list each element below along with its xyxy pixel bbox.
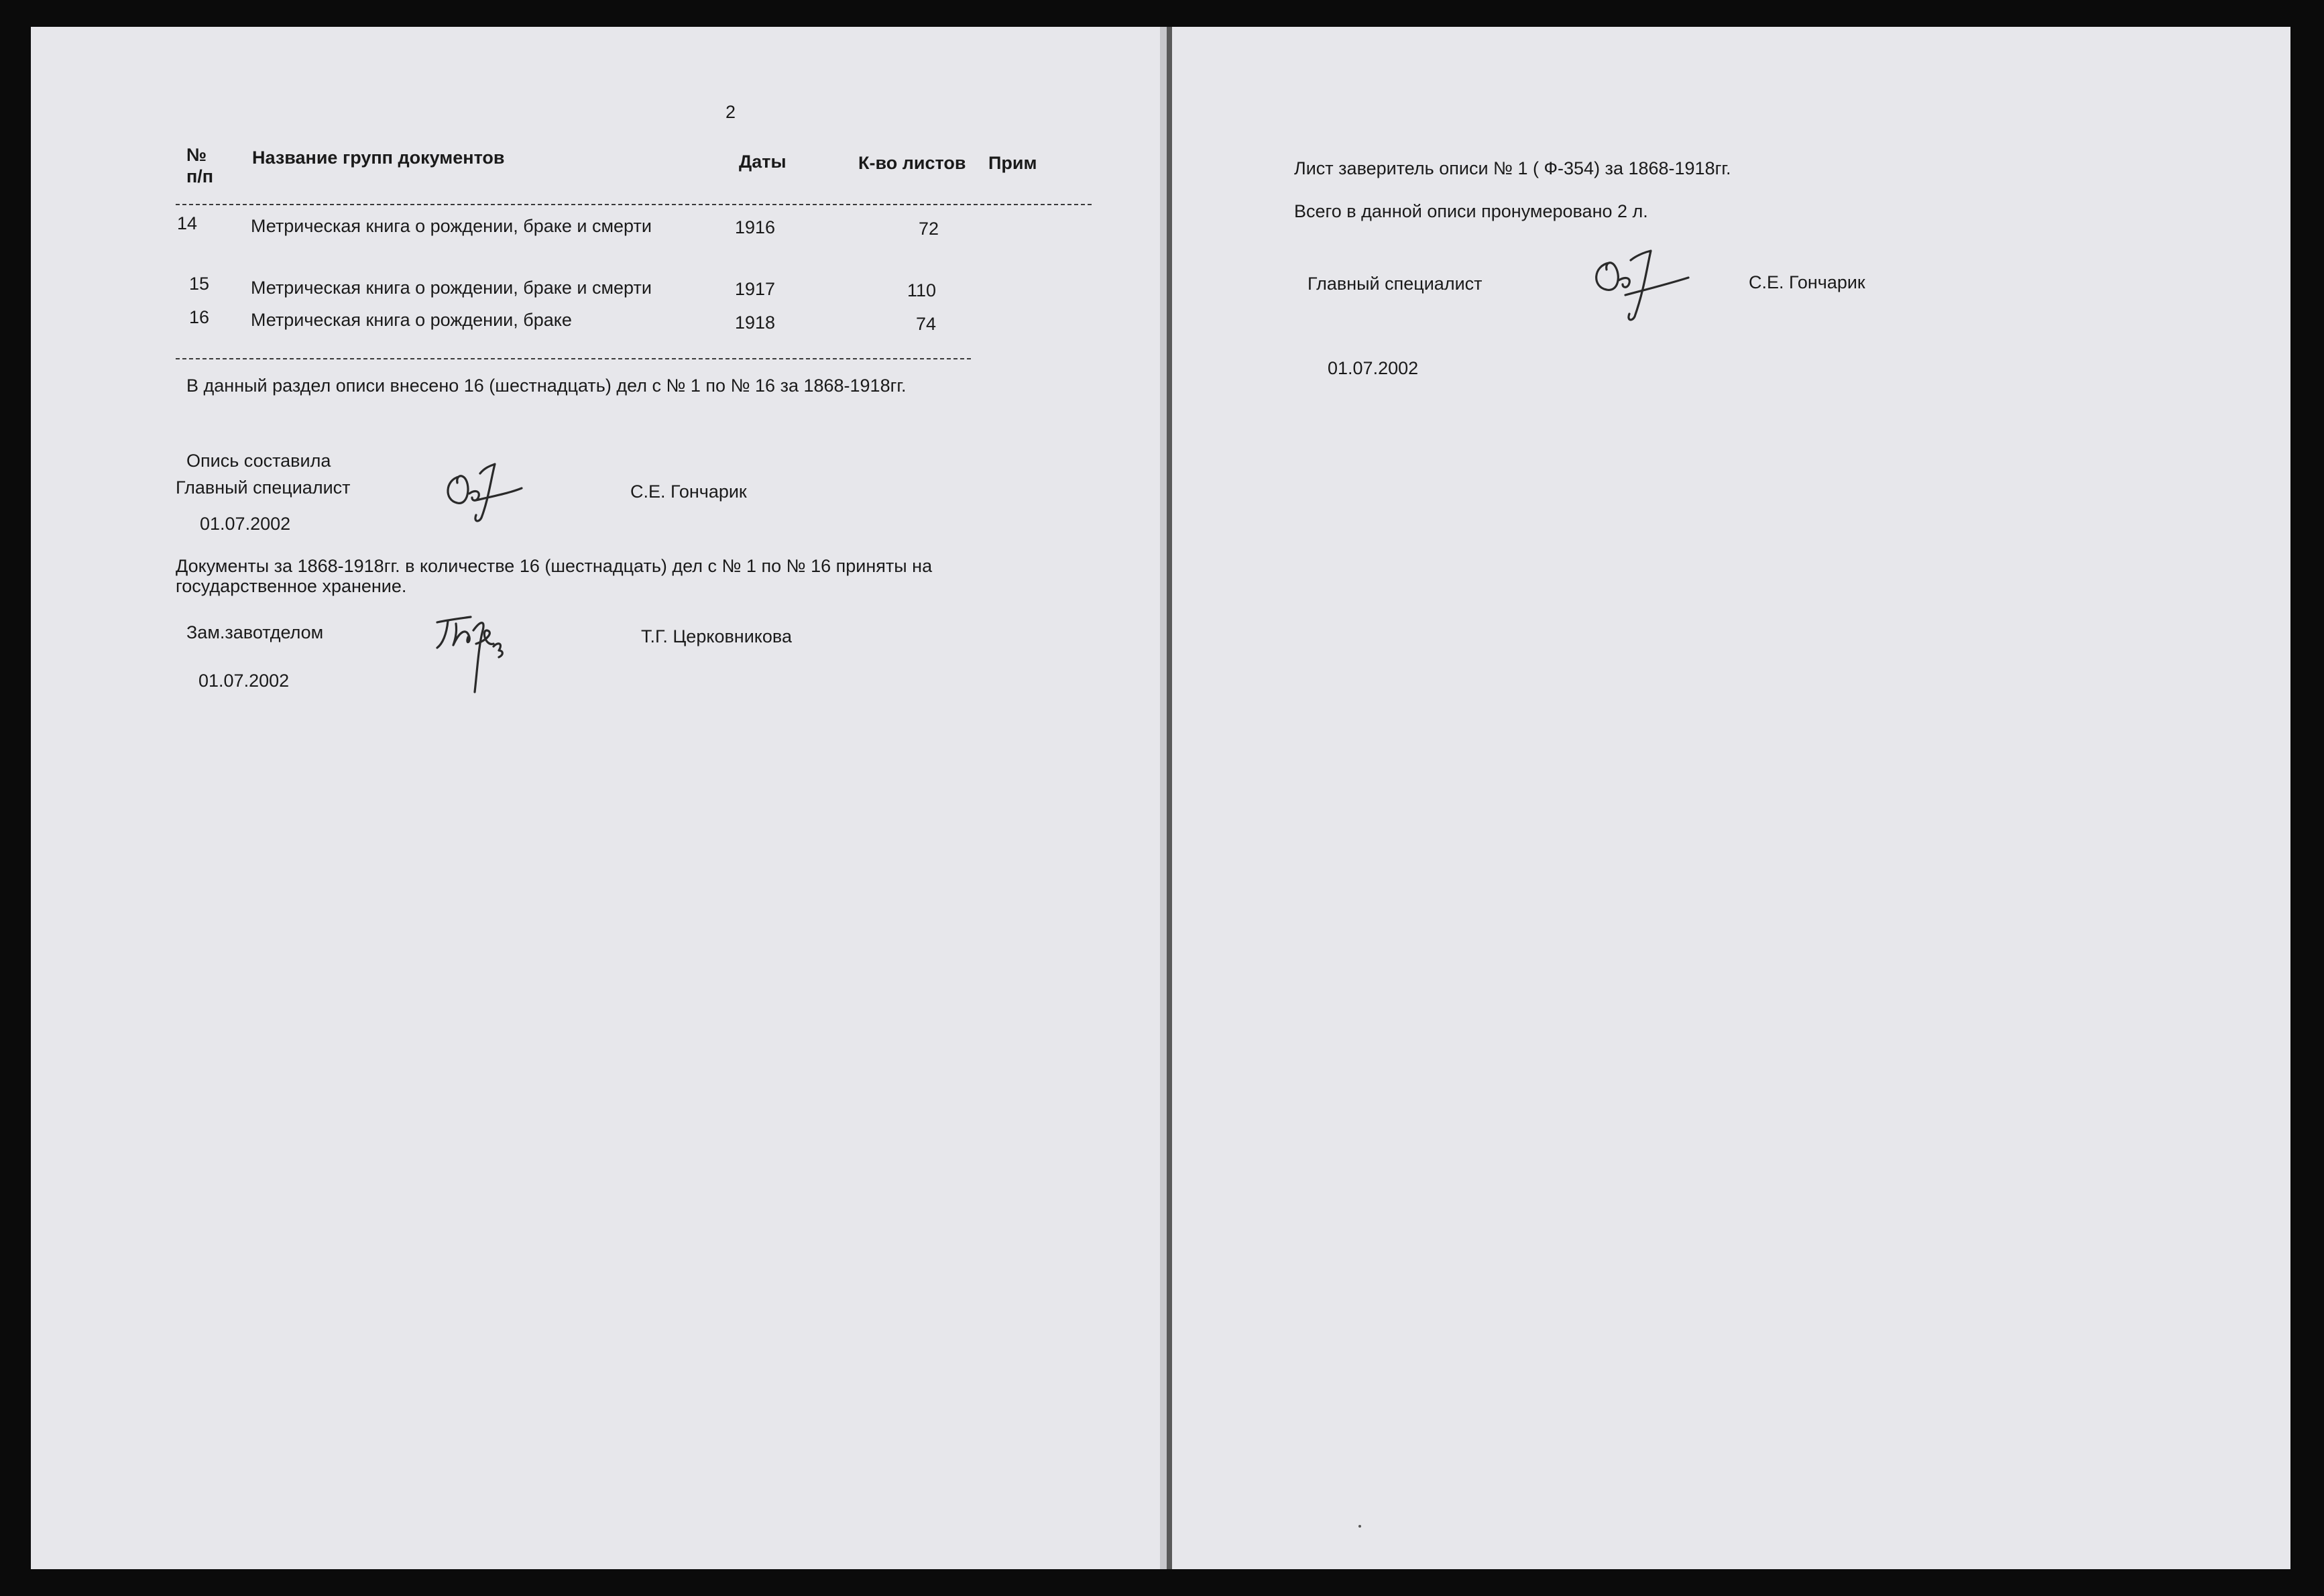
- row-16-sheets: 74: [915, 314, 936, 334]
- certificate-date: 01.07.2002: [1328, 358, 1419, 378]
- left-page: [31, 27, 1165, 1569]
- acceptor-date: 01.07.2002: [198, 671, 290, 691]
- header-num: №: [186, 145, 207, 165]
- compiler-date: 01.07.2002: [200, 514, 291, 534]
- compiler-name: С.Е. Гончарик: [630, 481, 747, 502]
- signer-title: Главный специалист: [1308, 274, 1483, 294]
- row-16-num: 16: [189, 307, 210, 327]
- scan-speck: [1358, 1525, 1361, 1528]
- row-14-num: 14: [177, 213, 198, 233]
- row-15-sheets: 110: [907, 280, 936, 300]
- row-15-dates: 1917: [735, 279, 776, 299]
- certificate-line: Лист заверитель описи № 1 ( Ф-354) за 1868-1918гг.: [1294, 158, 1731, 178]
- right-page: [1172, 27, 2290, 1569]
- header-title: Название групп документов: [252, 148, 505, 168]
- page-number: 2: [725, 102, 736, 122]
- header-divider: [176, 204, 1092, 205]
- row-15-title: Метрическая книга о рождении, браке и смерти: [251, 278, 652, 298]
- header-notes: Прим: [988, 153, 1037, 173]
- table-bottom-divider: [176, 358, 971, 359]
- row-16-title: Метрическая книга о рождении, браке: [251, 310, 572, 330]
- header-dates: Даты: [739, 152, 787, 172]
- sheet-count-line: Всего в данной описи пронумеровано 2 л.: [1294, 201, 1648, 221]
- row-14-title: Метрическая книга о рождении, браке и смерти: [251, 216, 652, 236]
- compiler-label: Опись составила: [186, 451, 331, 471]
- signer-signature: [1586, 245, 1700, 326]
- acceptance-text: Документы за 1868-1918гг. в количестве 16 (шестнадцать) дел с № 1 по № 16 приняты на государственное хранение.: [176, 556, 933, 596]
- acceptor-name: Т.Г. Церковникова: [641, 626, 792, 646]
- header-sheets: К-во листов: [858, 153, 966, 173]
- compiler-title: Главный специалист: [176, 477, 351, 498]
- compiler-signature: [439, 453, 532, 527]
- header-num-sub: п/п: [186, 166, 214, 186]
- row-14-dates: 1916: [735, 217, 776, 237]
- row-15-num: 15: [189, 274, 210, 294]
- inventory-summary: В данный раздел описи внесено 16 (шестнадцать) дел с № 1 по № 16 за 1868-1918гг.: [186, 376, 907, 396]
- signer-name: С.Е. Гончарик: [1749, 272, 1865, 292]
- row-16-dates: 1918: [735, 312, 776, 333]
- row-14-sheets: 72: [918, 219, 939, 239]
- acceptor-title: Зам.завотделом: [186, 622, 324, 642]
- acceptor-signature: [429, 604, 530, 697]
- page-gutter-shadow: [1167, 27, 1172, 1569]
